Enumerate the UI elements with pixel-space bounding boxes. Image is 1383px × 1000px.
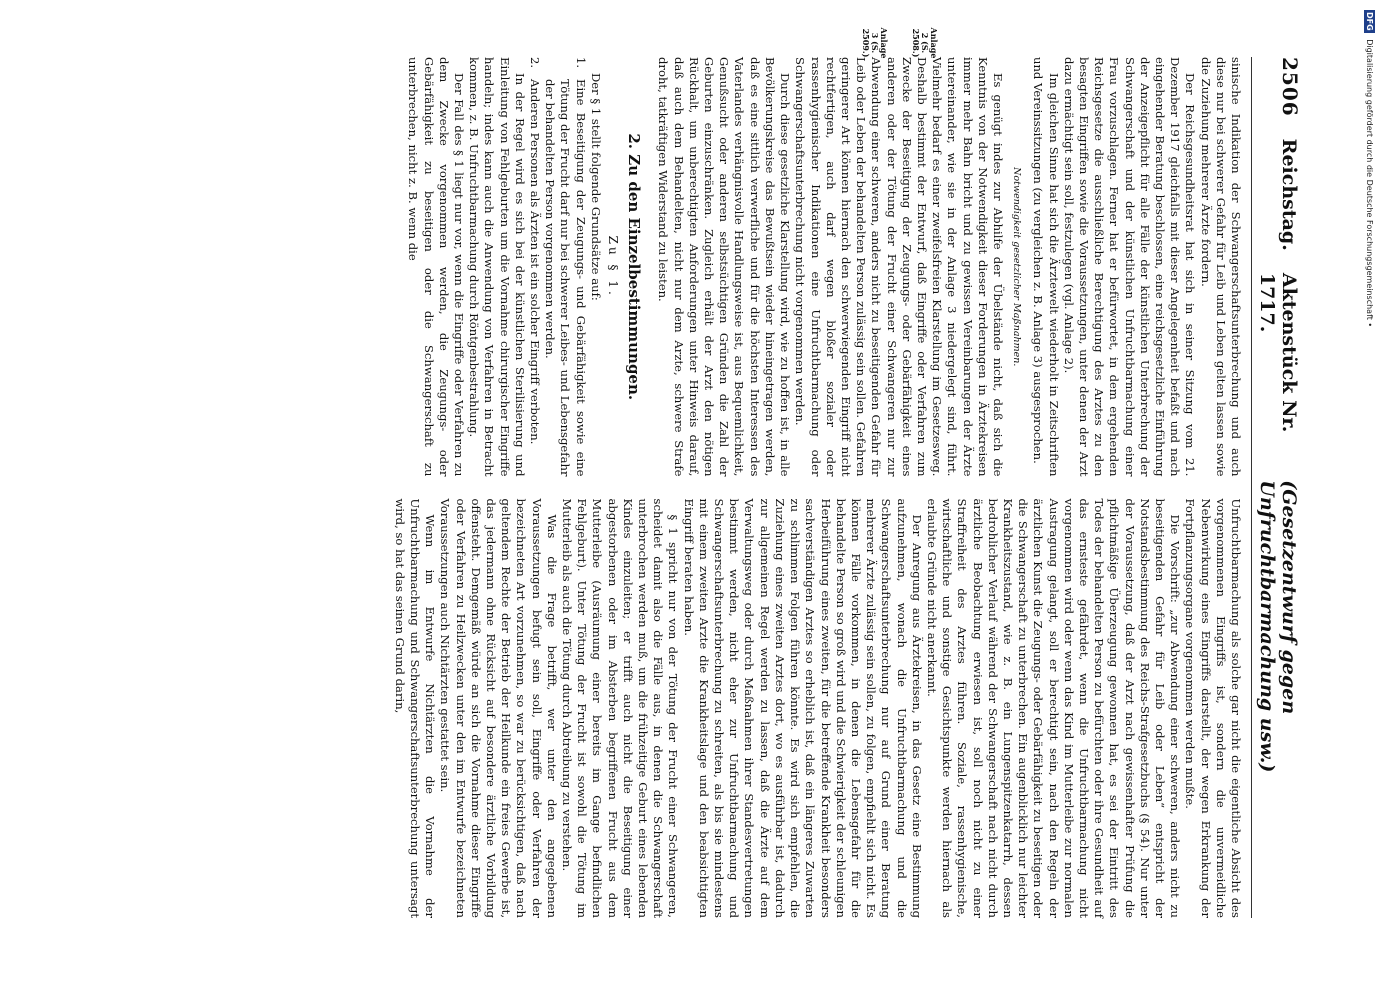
header-title: Reichstag.: [1278, 138, 1300, 251]
header-document: Aktenstück Nr. 1717.: [1256, 272, 1300, 433]
paragraph: Was die Frage betrifft, wer unter den angegebenen Voraussetzungen befugt sein soll, Eingriffe oder Verfahren der bezeichneten Art vorzunehmen, so war zu berücksichtigen, daß nach geltendem Rechte der Betrieb der Heilkunde ein freies Gewerbe ist, das jedermann ohne Rücksicht auf besondere ärztliche Vorbildung offensteht. Demgemäß würde an sich die Vornahme dieser Eingriffe oder Verfahren zu Heilzwecken unter den im Entwurfe bezeichneten Voraussetzungen auch Nichtärzten gestattet sein.: [438, 498, 559, 918]
list-text: Eine Beseitigung der Zeugungs- und Gebärfähigkeit sowie eine Tötung der Frucht darf nur bei schwerer Leibes- und Lebensgefahr der behandelten Person vorgenommen werden.: [543, 79, 588, 477]
list-item: [542, 57, 588, 477]
paragraph: Der § 1 stellt folgende Grundsätze auf:: [588, 73, 603, 301]
margin-note-anlage-2: Anlage 2 (S. 2508.): [911, 27, 939, 59]
left-column: [73, 27, 1243, 477]
paragraph: Im gleichen Sinne hat sich die Ärztewelt wiederholt in Zeitschriften und Vereinssitzungen (zu vergleichen z. B. Anlage 3) ausgesprochen.: [1031, 57, 1061, 477]
text-columns: [73, 27, 1243, 918]
subheading: Notwendigkeit gesetzlicher Maßnahmen.: [1011, 167, 1023, 367]
digitization-credit: [1364, 10, 1375, 327]
section-heading: 2. Zu den Einzelbestimmungen.: [625, 133, 644, 401]
paragraph: Der Fall des § 1 liegt nur vor, wenn die Eingriffe oder Verfahren zu dem Zwecke vorgenommen werden, die Zeugungs- oder Gebärfähigkeit zu beseitigen oder die Schwangerschaft zu unterbrechen, nicht z. B. wenn die: [406, 57, 467, 477]
paragraph: Der Anregung aus Ärztekreisen, in das Gesetz eine Bestimmung aufzunehmen, wonach die Unfruchtbarmachung und die Schwangerschaftsunterbrechung nur auf Grund einer Beratung mehrerer Ärzte zulässig sein sollen, zu folgen, empfiehlt sich nicht. Es können Fälle vorkommen, in denen die Lebensgefahr für die behandelte Person so groß wird und die Schwierigkeit der schleunigen Herbeiführung eines zweiten, für die betreffende Krankheit besonders sachverständigen Arztes so erheblich ist, daß ein längeres Zuwarten zu schlimmen Folgen führen könnte. Es wird sich empfehlen, die Zuziehung eines zweiten Arztes dort, wo es ausführbar ist, dadurch zur allgemeinen Regel werden zu lassen, daß die Ärzte auf dem Verwaltungsweg oder durch Maßnahmen ihrer Standesvertretungen bestimmt werden, nicht eher zur Unfruchtbarmachung und Schwangerschaftsunterbrechung zu schreiten, als bis sie mindestens mit einem zweiten Arzte die Krankheitslage und den beabsichtigten Eingriff beraten haben.: [681, 498, 924, 918]
paragraph: sinische Indikation der Schwangerschaftsunterbrechung und auch diese nur bei schwerer Gefahr für Leib und Leben gelten lassen sowie die Zuziehung mehrerer Ärzte fordern.: [1198, 57, 1243, 477]
zu-paragraph-heading: Zu § 1.: [606, 235, 621, 298]
paragraph: Unfruchtbarmachung als solche gar nicht die eigentliche Absicht des vorgenommenen Eingriffs ist, sondern die unvermeidliche Nebenwirkung eines Eingriffs darstellt, der wegen Erkrankung der Fortpflanzungsorgane vorgenommen werden mußte.: [1183, 498, 1243, 918]
paragraph: Es genügt indes zur Abhilfe der Übelstände nicht, daß sich die Kenntnis von der Notwendigkeit dieser Forderungen in Ärztekreisen immer mehr Bahn bricht und zu gewissen Vereinbarungen der Ärzte untereinander, wie sie in der Anlage 3 niedergelegt sind, führt. Vielmehr bedarf es einer zweifelsfreien Klarstellung im Gesetzesweg. Deshalb bestimmt der Entwurf, daß Eingriffe oder Verfahren zum Zwecke der Beseitigung der Zeugungs- oder Gebärfähigkeit eines anderen oder der Tötung der Frucht einer Schwangeren nur zur Abwendung einer schweren, anders nicht zu beseitigenden Gefahr für Leib oder Leben der behandelten Person zulässig sein sollen. Gefahren geringerer Art können hiernach den schwerwiegenden Eingriff nicht rechtfertigen, auch darf wegen bloßer sozialer oder rassenhygienischer Indikationen eine Unfruchtbarmachung oder Schwangerschaftsunterbrechung nicht vorgenommen werden.: [793, 57, 1005, 477]
list-text: Anderen Personen als Ärzten ist ein solcher Eingriff verboten.: [528, 79, 543, 445]
dfg-logo: DFG: [1365, 12, 1374, 31]
paragraph: Wenn im Entwurfe Nichtärzten die Vornahme der Unfruchtbarmachung und Schwangerschaftsunterbrechung untersagt wird, so hat das seinen Grund darin,: [392, 498, 438, 918]
page-header: [1251, 57, 1304, 918]
list-item: [527, 57, 542, 477]
paragraph: Der Reichsgesundheitsrat hat sich in seiner Sitzung vom 21. Dezember 1917 gleichfalls mit dieser Angelegenheit befaßt und nach eingehender Beratung beschlossen, eine reichsgesetzliche Einführung der Anzeigepflicht für alle Fälle der künstlichen Unterbrechung der Schwangerschaft und der künstlichen Unfruchtbarmachung einer Frau vorzuschlagen. Ferner hat er befürwortet, in dem ergehenden Reichsgesetze die ausschließliche Berechtigung des Arztes zu den besagten Eingriffen sowie die Voraussetzungen, unter denen der Arzt dazu ermächtigt sein soll, festzulegen (vgl. Anlage 2).: [1061, 57, 1198, 477]
document-page: [70, 27, 1310, 940]
paragraph: Durch diese gesetzliche Klarstellung wird, wie zu hoffen ist, in alle Bevölkerungskreise das Bewußtsein wieder hineingetragen werden, daß es eine sittlich verwerfliche und für die höchsten Interessen des Vaterlandes verhängnisvolle Handlungsweise ist, aus Bequemlichkeit, Genußsucht oder anderen selbstsüchtigen Gründen die Zahl der Geburten einzuschränken. Zugleich erhält der Arzt den nötigen Rückhalt, um unberechtigten Anforderungen unter Hinweis darauf, daß auch dem Behandelten, nicht nur dem Arzte, schwere Strafe droht, tatkräftigen Widerstand zu leisten.: [656, 57, 793, 477]
margin-note-anlage-3: Anlage 3 (S. 2509.): [861, 27, 889, 59]
list-number: 1.: [573, 57, 588, 69]
header-subject: (Gesetzentwurf gegen Unfruchtbarmachung usw.): [1256, 480, 1300, 773]
digitization-credit-text: Digitalisierung gefördert durch die Deutsche Forschungsgemeinschaft •: [1365, 39, 1374, 328]
page-number: 2506: [1278, 57, 1302, 117]
paragraph: In der Regel wird es sich bei der künstlichen Sterilisierung und Einleitung von Fehlgeburten um die Vornahme chirurgischer Eingriffe handeln; indes kann auch die Anwendung von Verfahren in Betracht kommen, z. B. Unfruchtbarmachung durch Röntgenbestrahlung.: [467, 57, 527, 477]
right-column: [73, 499, 1243, 919]
list-number: 2.: [528, 57, 543, 69]
paragraph: Die Vorschrift: „zur Abwendung einer schweren, anders nicht zu beseitigenden Gefahr für Leib oder Leben“ entspricht der Notstandsbestimmung des Reichs-Strafgesetzbuchs (§ 54). Nur unter der Voraussetzung, daß der Arzt nach gewissenhafter Prüfung die pflichtmäßige Überzeugung gewonnen hat, es sei der Eintritt des Todes der behandelten Person zu befürchten oder ihre Gesundheit auf das ernsteste gefährdet, wenn die Unfruchtbarmachung nicht vorgenommen wird oder wenn das Kind im Mutterleibe zur normalen Austragung gelangt, soll er berechtigt sein, nach den Regeln der ärztlichen Kunst die Zeugungs- oder Gebärfähigkeit zu beseitigen oder die Schwangerschaft zu unterbrechen. Ein augenblicklich nur leichter Krankheitszustand, wie z. B. ein Lungenspitzenkatarrh, dessen bedrohlicher Verlauf während der Schwangerschaft nach nicht durch ärztliche Beobachtung erwiesen ist, soll noch nicht zu einer Straffreiheit des Arztes führen. Soziale, rassenhygienische, wirtschaftliche und sonstige Gesichtspunkte werden hiernach als erlaubte Gründe nicht anerkannt.: [924, 498, 1183, 918]
paragraph: § 1 spricht nur von der Tötung der Frucht einer Schwangeren, scheidet damit also die Fälle aus, in denen die Schwangerschaft unterbrochen werden muß, um die frühzeitige Geburt eines lebenden Kindes einzuleiten; er trifft auch nicht die Beseitigung einer abgestorbenen oder im Absterben begriffenen Frucht aus dem Mutterleibe (Ausräumung einer bereits im Gange befindlichen Fehlgeburt). Unter Tötung der Frucht ist sowohl die Tötung im Mutterleib als auch die Tötung durch Abtreibung zu verstehen.: [560, 498, 681, 918]
